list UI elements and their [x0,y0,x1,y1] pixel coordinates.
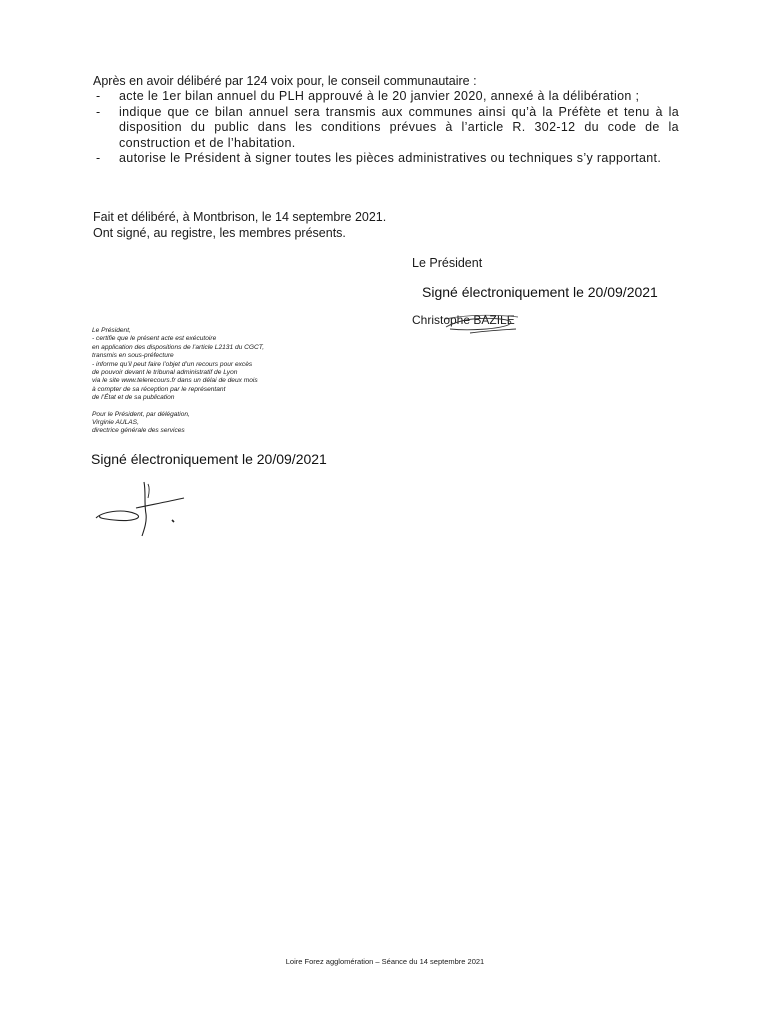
bullet-dash: - [96,89,101,103]
electronic-signature-director: Signé électroniquement le 20/09/2021 [91,451,327,467]
delegation-line: Virginie AULAS, [92,419,139,427]
delegation-line: directrice générale des services [92,427,185,435]
president-name: Christophe BAZILE [412,313,515,327]
list-item [93,89,679,105]
decision-item-text: acte le 1er bilan annuel du PLH approuvé à le 20 janvier 2020, annexé à la délibération ; [119,89,640,103]
certification-line: via le site www.telerecours.fr dans un délai de deux mois [92,377,258,385]
done-place-date: Fait et délibéré, à Montbrison, le 14 septembre 2021. [93,210,387,224]
decision-item-text: indique que ce bilan annuel sera transmis aux communes ainsi qu’à la Préfète et tenu à la disposition du public dans les conditions prévues à l’article R. 302-12 du code de la construction et de l’habitation. [119,104,679,150]
decision-list [93,89,679,167]
page-footer: Loire Forez agglomération – Séance du 14 septembre 2021 [285,957,485,966]
spacer [92,403,352,411]
director-signature-icon [92,478,192,538]
electronic-signature-president: Signé électroniquement le 20/09/2021 [422,284,658,300]
president-signature-icon [440,309,530,339]
certification-line: à compter de sa réception par le représentant [92,385,226,393]
certification-line: de l’État et de sa publication [92,394,175,402]
bullet-dash: - [96,104,101,119]
decision-item-text: autorise le Président à signer toutes les pièces administratives ou techniques s’y rapportant. [119,151,662,165]
signed-register: Ont signé, au registre, les membres présents. [93,225,346,240]
list-item [93,105,679,152]
certification-line: - informe qu’il peut faire l’objet d’un recours pour excès [92,360,253,368]
decision-intro: Après en avoir délibéré par 124 voix pour, le conseil communautaire : [93,74,477,88]
president-title: Le Président [412,256,483,270]
certification-line: transmis en sous-préfecture [92,352,174,360]
certification-block [92,327,352,436]
list-item [93,151,679,167]
certification-line: Le Président, [92,327,131,334]
done-statement [93,210,386,241]
bullet-dash: - [96,151,101,165]
certification-line: - certifie que le présent acte est exécutoire [92,335,217,343]
certification-line: en application des dispositions de l’article L2131 du CGCT, [92,343,265,351]
delegation-line: Pour le Président, par délégation, [92,410,190,418]
certification-line: de pouvoir devant le tribunal administratif de Lyon [92,369,238,377]
